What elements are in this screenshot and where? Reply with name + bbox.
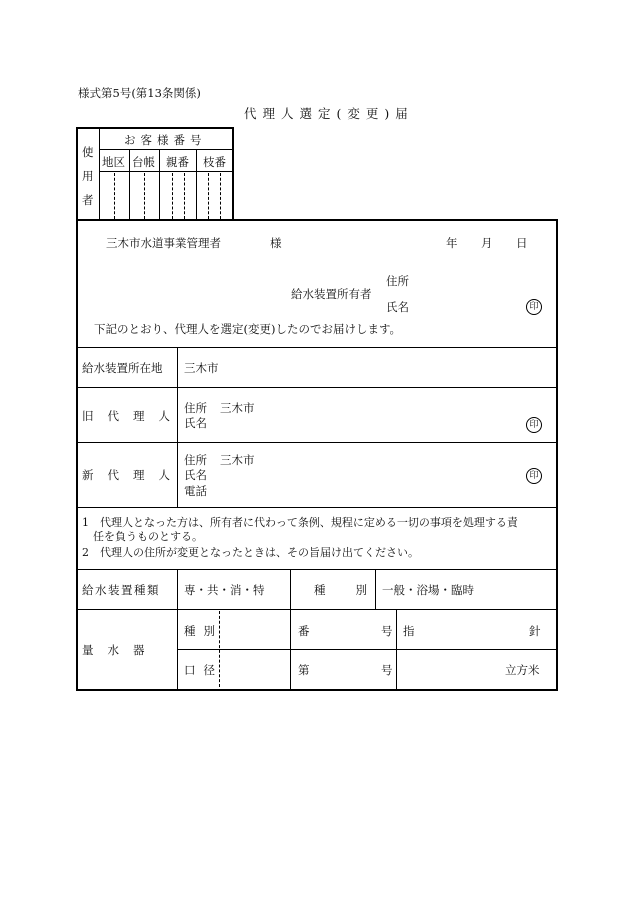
column-dash (220, 173, 221, 219)
row-divider (76, 442, 557, 443)
date-day: 日 (516, 236, 528, 250)
old-agent-label: 旧代理人 (82, 409, 184, 423)
row-divider (76, 609, 557, 610)
user-block-right-border (232, 127, 234, 220)
meter-go-label: 号 (381, 663, 393, 677)
device-kind-divider-left (290, 569, 291, 689)
date-year: 年 (446, 236, 458, 250)
frame-bottom-border (76, 689, 558, 691)
column-parent-number: 親番 (166, 155, 189, 169)
meter-dai-label: 第 (298, 663, 310, 677)
meter-diameter-label: 口径 (184, 663, 223, 677)
device-label-divider (177, 569, 178, 689)
row-divider (76, 347, 557, 348)
column-dash (172, 173, 173, 219)
note-1-line-1: 1 代理人となった方は、所有者に代わって条例、規程に定める一切の事項を処理する責 (82, 516, 518, 529)
owner-name-label: 氏名 (386, 300, 409, 314)
column-area: 地区 (102, 155, 125, 169)
owner-label: 給水装置所有者 (291, 287, 372, 301)
old-agent-address-value: 三木市 (220, 401, 255, 415)
column-dash (114, 173, 115, 219)
column-dash (184, 173, 185, 219)
row-divider (76, 387, 557, 388)
statement: 下記のとおり、代理人を選定(変更)したのでお届けします。 (94, 322, 402, 336)
row-divider (76, 507, 557, 508)
frame-top-border (76, 219, 558, 221)
new-agent-address-label: 住所 (184, 453, 207, 467)
location-value: 三木市 (184, 361, 219, 375)
meter-unit: 立方米 (505, 663, 540, 677)
addressee: 三木市水道事業管理者 (106, 236, 221, 250)
note-1-line-2: 任を負うものとする。 (93, 530, 203, 543)
location-label: 給水装置所在地 (82, 361, 163, 375)
owner-seal-icon: 印 (526, 299, 542, 315)
meter-reading-divider (396, 609, 397, 689)
frame-right-border (556, 219, 558, 690)
device-kind-label: 種別 (314, 583, 397, 597)
owner-address-label: 住所 (386, 274, 409, 288)
note-2: 2 代理人の住所が変更となったときは、その旨届け出てください。 (82, 546, 419, 559)
new-agent-seal-icon: 印 (526, 468, 542, 484)
new-agent-address-value: 三木市 (220, 453, 255, 467)
meter-label: 量水器 (82, 643, 159, 657)
device-type-value: 専・共・消・特 (184, 583, 265, 597)
old-agent-address-label: 住所 (184, 401, 207, 415)
old-agent-name-label: 氏名 (184, 416, 207, 430)
new-agent-phone-label: 電話 (184, 484, 207, 498)
meter-row-divider (177, 649, 557, 650)
form-title: 代理人選定(変更)届 (244, 106, 414, 121)
new-agent-name-label: 氏名 (184, 468, 207, 482)
column-divider-2 (159, 149, 160, 220)
meter-reading-label-a: 指 (403, 624, 415, 638)
new-agent-label: 新代理人 (82, 468, 184, 482)
customer-number-divider (99, 149, 233, 150)
column-divider-1 (129, 149, 130, 220)
label-column-divider (177, 347, 178, 507)
column-branch-number: 枝番 (203, 155, 226, 169)
column-dash (208, 173, 209, 219)
column-divider-3 (196, 149, 197, 220)
user-label-divider (99, 127, 100, 220)
column-ledger: 台帳 (132, 155, 155, 169)
column-dash (144, 173, 145, 219)
customer-number-label: お客様番号 (124, 133, 207, 147)
device-type-label: 給水装置種類 (82, 583, 160, 597)
honorific: 様 (270, 236, 282, 250)
form-number: 様式第5号(第13条関係) (78, 86, 201, 100)
old-agent-seal-icon: 印 (526, 417, 542, 433)
meter-number-label-a: 番 (298, 624, 310, 638)
columns-header-divider (99, 171, 233, 172)
device-kind-value: 一般・浴場・臨時 (382, 583, 474, 597)
frame-left-border (76, 127, 78, 690)
date-month: 月 (481, 236, 493, 250)
meter-reading-label-b: 針 (529, 624, 541, 638)
user-label: 使用者 (82, 145, 94, 207)
row-divider (76, 569, 557, 570)
meter-type-label: 種別 (184, 624, 223, 638)
meter-number-label-b: 号 (381, 624, 393, 638)
